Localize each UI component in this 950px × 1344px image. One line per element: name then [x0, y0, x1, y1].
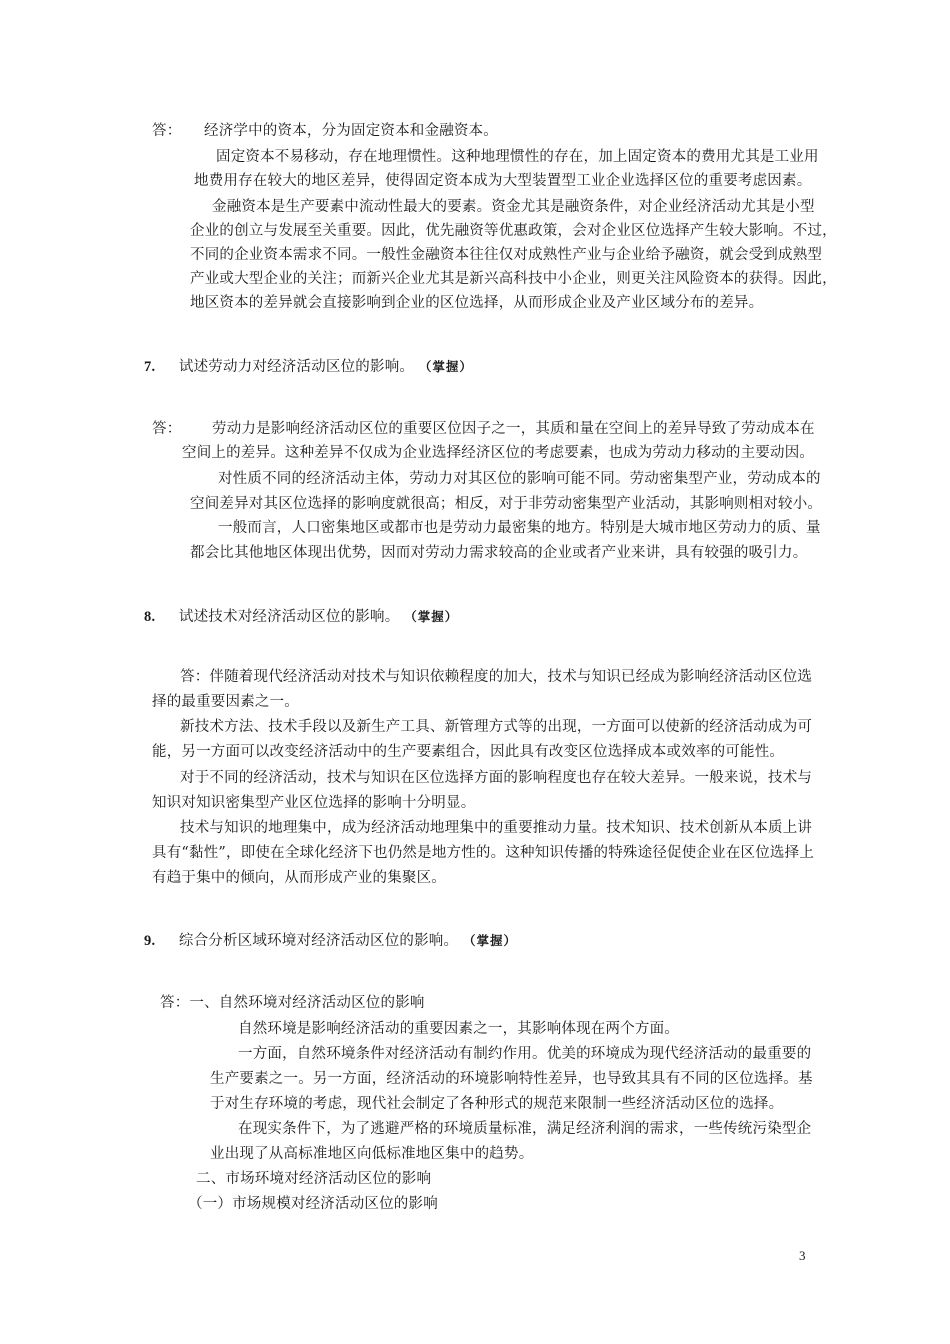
answer-label: 答：	[152, 123, 182, 139]
paragraph-line: 于对生存环境的考虑，现代社会制定了各种形式的规范来限制一些经济活动区位的选择。	[210, 1096, 784, 1112]
difficulty-tag: （掌握）	[463, 933, 518, 948]
question-number: 8.	[144, 609, 156, 625]
paragraph-line: 在现实条件下，为了逃避严格的环境质量标准，满足经济利润的需求，一些传统污染型企	[238, 1121, 812, 1137]
paragraph-line: 知识对知识密集型产业区位选择的影响十分明显。	[152, 795, 476, 811]
paragraph-line: 一般而言，人口密集地区或都市也是劳动力最密集的地方。特别是大城市地区劳动力的质、量	[218, 520, 821, 536]
paragraph-line: 地区资本的差异就会直接影响到企业的区位选择，从而形成企业及产业区域分布的差异。	[190, 295, 764, 311]
paragraph-line: 空间差异对其区位选择的影响度就很高；相反，对于非劳动密集型产业活动，其影响则相对较小。	[190, 496, 823, 512]
paragraph-line: 产业或大型企业的关注；而新兴企业尤其是新兴高科技中小企业，则更关注风险资本的获得。因此，	[190, 271, 837, 287]
paragraph-line: 新技术方法、技术手段以及新生产工具、新管理方式等的出现，一方面可以使新的经济活动成为可	[180, 719, 813, 735]
question-number: 7.	[144, 359, 156, 375]
difficulty-tag: （掌握）	[404, 609, 459, 624]
answer-label: 答：	[152, 421, 182, 437]
paragraph-line: 劳动力是影响经济活动区位的重要区位因子之一，其质和量在空间上的差异导致了劳动成本在	[212, 421, 815, 437]
paragraph-line: 一方面，自然环境条件对经济活动有制约作用。优美的环境成为现代经济活动的最重要的	[238, 1046, 812, 1062]
paragraph-line: 金融资本是生产要素中流动性最大的要素。资金尤其是融资条件，对企业经济活动尤其是小型	[212, 199, 815, 215]
paragraph-line: 空间上的差异。这种差异不仅成为企业选择经济区位的考虑要素，也成为劳动力移动的主要动因。	[182, 445, 815, 461]
page-number: 3	[799, 1248, 806, 1263]
paragraph-line: 企业的创立与发展至关重要。因此，优先融资等优惠政策，会对企业区位选择产生较大影响。不过，	[190, 223, 837, 239]
paragraph-line: 经济学中的资本，分为固定资本和金融资本。	[204, 123, 498, 139]
paragraph-line: 对于不同的经济活动，技术与知识在区位选择方面的影响程度也存在较大差异。一般来说，技术与	[180, 770, 813, 786]
paragraph-line: 有趋于集中的倾向，从而形成产业的集聚区。	[152, 870, 446, 886]
paragraph-line: 地费用存在较大的地区差异，使得固定资本成为大型装置型工业企业选择区位的重要考虑因素。	[194, 173, 812, 189]
question-heading	[144, 608, 458, 626]
paragraph-line: 业出现了从高标准地区向低标准地区集中的趋势。	[210, 1146, 534, 1162]
question-number: 9.	[144, 933, 156, 949]
paragraph-line: 对性质不同的经济活动主体，劳动力对其区位的影响可能不同。劳动密集型产业，劳动成本的	[218, 471, 821, 487]
question-text: 试述技术对经济活动区位的影响。	[178, 609, 400, 625]
paragraph-line: 生产要素之一。另一方面，经济活动的环境影响特性差异，也导致其具有不同的区位选择。基	[210, 1071, 813, 1087]
question-text: 试述劳动力对经济活动区位的影响。	[178, 359, 415, 375]
paragraph-line: 择的最重要因素之一。	[152, 694, 299, 710]
subsection-heading: （一）市场规模对经济活动区位的影响	[188, 1196, 438, 1212]
paragraph-line: 技术与知识的地理集中，成为经济活动地理集中的重要推动力量。技术知识、技术创新从本质上讲	[180, 820, 813, 836]
paragraph-line: 能，另一方面可以改变经济活动中的生产要素组合，因此具有改变区位选择成本或效率的可能性。	[152, 744, 785, 760]
question-heading	[144, 358, 473, 376]
paragraph-line: 固定资本不易移动，存在地理惯性。这种地理惯性的存在，加上固定资本的费用尤其是工业用	[216, 149, 819, 165]
paragraph-line: 自然环境是影响经济活动的重要因素之一，其影响体现在两个方面。	[238, 1021, 679, 1037]
paragraph-line: 都会比其他地区体现出优势，因而对劳动力需求较高的企业或者产业来讲，具有较强的吸引力。	[190, 545, 808, 561]
paragraph-line: 具有“黏性”，即使在全球化经济下也仍然是地方性的。这种知识传播的特殊途径促使企业在区位选择上	[152, 845, 815, 861]
section-heading: 二、市场环境对经济活动区位的影响	[196, 1171, 432, 1187]
difficulty-tag: （掌握）	[418, 359, 473, 374]
section-heading: 答：一、自然环境对经济活动区位的影响	[160, 995, 425, 1011]
paragraph-line: 不同的企业资本需求不同。一般性金融资本往往仅对成熟性产业与企业给予融资，就会受到成熟型	[190, 247, 823, 263]
question-heading	[144, 932, 517, 950]
question-text: 综合分析区域环境对经济活动区位的影响。	[178, 933, 459, 949]
paragraph-line: 答：伴随着现代经济活动对技术与知识依赖程度的加大，技术与知识已经成为影响经济活动区位选	[180, 669, 813, 685]
